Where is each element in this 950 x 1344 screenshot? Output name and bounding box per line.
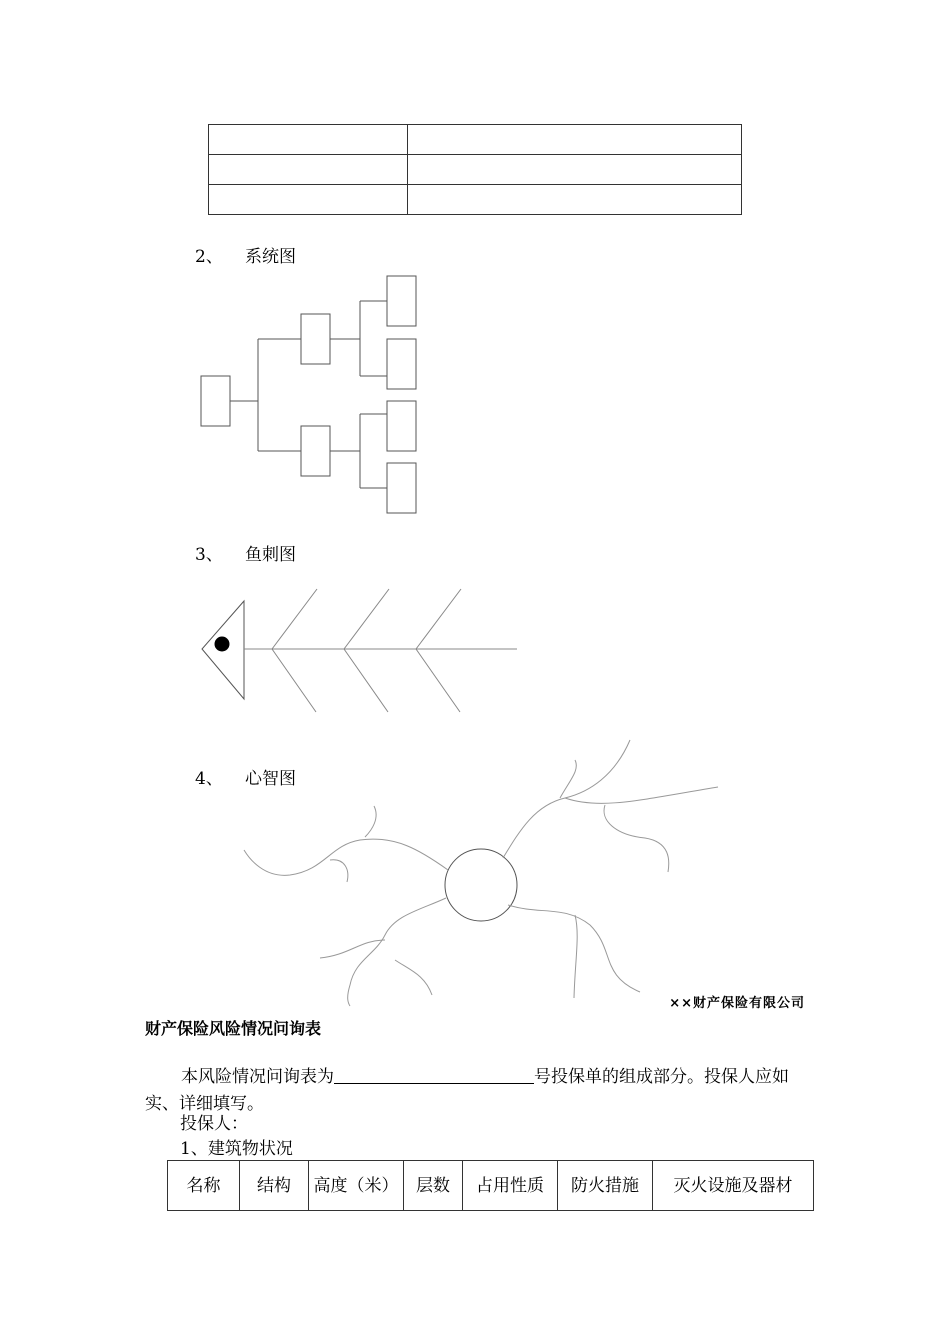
tree-node (301, 314, 330, 364)
tree-node (201, 376, 230, 426)
tree-node (387, 401, 416, 451)
table-header-row (168, 1161, 814, 1211)
column-header: 名称 (168, 1161, 240, 1211)
heading-fishbone-diagram: 3、 鱼刺图 (195, 545, 296, 565)
applicant-label: 投保人： (180, 1114, 248, 1134)
mind-map (244, 740, 718, 1006)
fish-eye (215, 637, 229, 651)
column-header: 层数 (404, 1161, 463, 1211)
column-header: 高度（米） (309, 1161, 404, 1211)
system-diagram (201, 276, 416, 513)
tree-node (301, 426, 330, 476)
mind-map-center (445, 849, 517, 921)
section-1-label: 1、建筑物状况 (180, 1139, 293, 1159)
fishbone-diagram (202, 589, 517, 712)
column-header: 结构 (240, 1161, 309, 1211)
column-header: 灭火设施及器材 (653, 1161, 814, 1211)
heading-system-diagram: 2、 系统图 (195, 247, 296, 267)
heading-mind-map: 4、 心智图 (195, 769, 296, 789)
tree-node (387, 463, 416, 513)
policy-number-blank[interactable] (334, 1065, 534, 1084)
tree-node (387, 276, 416, 326)
intro-paragraph: 本风险情况问询表为 号投保单的组成部分。投保人应如实、详细填写。 (145, 1067, 789, 1114)
building-status-table (167, 1160, 814, 1211)
column-header: 占用性质 (463, 1161, 558, 1211)
column-header: 防火措施 (558, 1161, 653, 1211)
company-name: ××财产保险有限公司 (669, 996, 805, 1011)
form-title: 财产保险风险情况问询表 (145, 1019, 322, 1038)
tree-node (387, 339, 416, 389)
